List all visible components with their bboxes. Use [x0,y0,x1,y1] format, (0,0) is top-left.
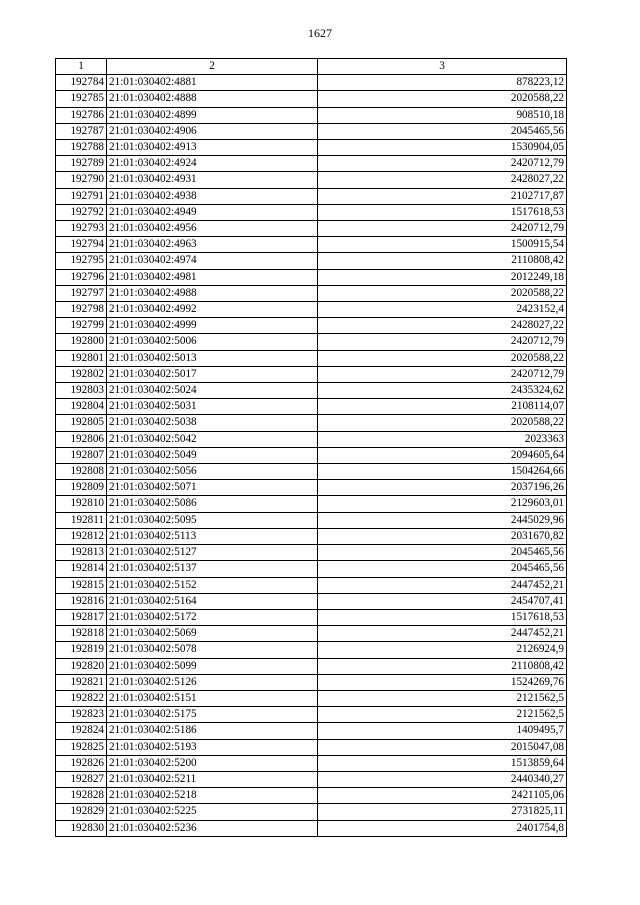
cadastral-number-cell: 21:01:030402:5127 [107,545,318,561]
cadastral-number-cell: 21:01:030402:5013 [107,350,318,366]
value-cell: 2031670,82 [318,528,567,544]
table-row [56,318,567,334]
value-cell: 2020588,22 [318,91,567,107]
value-cell: 2102717,87 [318,188,567,204]
row-number-cell: 192829 [56,804,107,820]
row-number-cell: 192809 [56,480,107,496]
row-number-cell: 192830 [56,820,107,836]
cadastral-number-cell: 21:01:030402:5056 [107,464,318,480]
value-cell: 1513859,64 [318,755,567,771]
cadastral-number-cell: 21:01:030402:4974 [107,253,318,269]
row-number-cell: 192807 [56,447,107,463]
value-cell: 2423152,4 [318,302,567,318]
value-cell: 2110808,42 [318,658,567,674]
row-number-cell: 192826 [56,755,107,771]
table-row [56,496,567,512]
column-header-3: 3 [318,59,567,75]
row-number-cell: 192810 [56,496,107,512]
value-cell: 2108114,07 [318,399,567,415]
row-number-cell: 192820 [56,658,107,674]
row-number-cell: 192799 [56,318,107,334]
value-cell: 908510,18 [318,107,567,123]
row-number-cell: 192811 [56,512,107,528]
cadastral-number-cell: 21:01:030402:4981 [107,269,318,285]
page-number: 1627 [308,26,332,40]
row-number-cell: 192787 [56,123,107,139]
cadastral-number-cell: 21:01:030402:5078 [107,642,318,658]
cadastral-number-cell: 21:01:030402:4899 [107,107,318,123]
cadastral-number-cell: 21:01:030402:4931 [107,172,318,188]
cadastral-number-cell: 21:01:030402:4999 [107,318,318,334]
table-row [56,545,567,561]
table-body [56,75,567,837]
cadastral-number-cell: 21:01:030402:5211 [107,771,318,787]
value-cell: 2121562,5 [318,707,567,723]
value-cell: 2045465,56 [318,561,567,577]
table-row [56,399,567,415]
row-number-cell: 192789 [56,156,107,172]
row-number-cell: 192825 [56,739,107,755]
cadastral-number-cell: 21:01:030402:4956 [107,221,318,237]
table-row [56,156,567,172]
row-number-cell: 192815 [56,577,107,593]
cadastral-number-cell: 21:01:030402:4906 [107,123,318,139]
value-cell: 2015047,08 [318,739,567,755]
table-row [56,188,567,204]
row-number-cell: 192806 [56,431,107,447]
table-row [56,237,567,253]
value-cell: 2420712,79 [318,366,567,382]
row-number-cell: 192800 [56,334,107,350]
table-row [56,642,567,658]
data-table [55,58,567,837]
row-number-cell: 192803 [56,383,107,399]
table-row [56,204,567,220]
value-cell: 1524269,76 [318,674,567,690]
value-cell: 2428027,22 [318,172,567,188]
value-cell: 2094605,64 [318,447,567,463]
table-row [56,140,567,156]
row-number-cell: 192801 [56,350,107,366]
row-number-cell: 192808 [56,464,107,480]
value-cell: 1530904,05 [318,140,567,156]
cadastral-number-cell: 21:01:030402:5017 [107,366,318,382]
table-row [56,788,567,804]
cadastral-number-cell: 21:01:030402:4949 [107,204,318,220]
table-row [56,820,567,836]
row-number-cell: 192814 [56,561,107,577]
cadastral-number-cell: 21:01:030402:5172 [107,609,318,625]
value-cell: 2420712,79 [318,221,567,237]
row-number-cell: 192797 [56,285,107,301]
cadastral-number-cell: 21:01:030402:5099 [107,658,318,674]
table-row [56,123,567,139]
row-number-cell: 192827 [56,771,107,787]
row-number-cell: 192819 [56,642,107,658]
row-number-cell: 192792 [56,204,107,220]
table-row [56,285,567,301]
row-number-cell: 192793 [56,221,107,237]
table-row [56,464,567,480]
value-cell: 2110808,42 [318,253,567,269]
value-cell: 2126924,9 [318,642,567,658]
value-cell: 2440340,27 [318,771,567,787]
table-row [56,383,567,399]
cadastral-number-cell: 21:01:030402:5024 [107,383,318,399]
row-number-cell: 192821 [56,674,107,690]
row-number-cell: 192785 [56,91,107,107]
row-number-cell: 192817 [56,609,107,625]
value-cell: 2401754,8 [318,820,567,836]
value-cell: 2023363 [318,431,567,447]
cadastral-number-cell: 21:01:030402:5113 [107,528,318,544]
cadastral-number-cell: 21:01:030402:5175 [107,707,318,723]
cadastral-number-cell: 21:01:030402:5031 [107,399,318,415]
row-number-cell: 192791 [56,188,107,204]
table-row [56,658,567,674]
row-number-cell: 192818 [56,626,107,642]
cadastral-number-cell: 21:01:030402:5218 [107,788,318,804]
table-row [56,253,567,269]
table-row [56,512,567,528]
row-number-cell: 192804 [56,399,107,415]
cadastral-number-cell: 21:01:030402:5038 [107,415,318,431]
value-cell: 2020588,22 [318,285,567,301]
cadastral-number-cell: 21:01:030402:5086 [107,496,318,512]
cadastral-number-cell: 21:01:030402:5137 [107,561,318,577]
value-cell: 1500915,54 [318,237,567,253]
value-cell: 2020588,22 [318,350,567,366]
table-row [56,561,567,577]
table-row [56,674,567,690]
table-row [56,771,567,787]
value-cell: 1504264,66 [318,464,567,480]
cadastral-number-cell: 21:01:030402:5095 [107,512,318,528]
value-cell: 2447452,21 [318,577,567,593]
table-row [56,366,567,382]
row-number-cell: 192784 [56,75,107,91]
cadastral-number-cell: 21:01:030402:5193 [107,739,318,755]
cadastral-number-cell: 21:01:030402:4988 [107,285,318,301]
cadastral-number-cell: 21:01:030402:5164 [107,593,318,609]
row-number-cell: 192813 [56,545,107,561]
value-cell: 2037196,26 [318,480,567,496]
row-number-cell: 192822 [56,690,107,706]
row-number-cell: 192788 [56,140,107,156]
value-cell: 2129603,01 [318,496,567,512]
value-cell: 2420712,79 [318,156,567,172]
table-row [56,350,567,366]
row-number-cell: 192790 [56,172,107,188]
value-cell: 2020588,22 [318,415,567,431]
cadastral-number-cell: 21:01:030402:4881 [107,75,318,91]
cadastral-number-cell: 21:01:030402:5049 [107,447,318,463]
cadastral-number-cell: 21:01:030402:5152 [107,577,318,593]
table-row [56,415,567,431]
value-cell: 2121562,5 [318,690,567,706]
cadastral-number-cell: 21:01:030402:4888 [107,91,318,107]
row-number-cell: 192796 [56,269,107,285]
value-cell: 2421105,06 [318,788,567,804]
cadastral-number-cell: 21:01:030402:4913 [107,140,318,156]
table-row [56,107,567,123]
table-row [56,723,567,739]
row-number-cell: 192812 [56,528,107,544]
column-header-2: 2 [107,59,318,75]
value-cell: 2435324,62 [318,383,567,399]
cadastral-number-cell: 21:01:030402:5126 [107,674,318,690]
value-cell: 2428027,22 [318,318,567,334]
value-cell: 2731825,11 [318,804,567,820]
value-cell: 1517618,53 [318,204,567,220]
cadastral-number-cell: 21:01:030402:4938 [107,188,318,204]
table-row [56,690,567,706]
table-row [56,447,567,463]
cadastral-number-cell: 21:01:030402:5186 [107,723,318,739]
cadastral-number-cell: 21:01:030402:5069 [107,626,318,642]
value-cell: 2045465,56 [318,123,567,139]
table-row [56,739,567,755]
value-cell: 2445029,96 [318,512,567,528]
cadastral-number-cell: 21:01:030402:5151 [107,690,318,706]
cadastral-number-cell: 21:01:030402:5042 [107,431,318,447]
table-row [56,302,567,318]
row-number-cell: 192795 [56,253,107,269]
table-row [56,334,567,350]
row-number-cell: 192798 [56,302,107,318]
cadastral-number-cell: 21:01:030402:5225 [107,804,318,820]
table-row [56,172,567,188]
table-row [56,707,567,723]
cadastral-number-cell: 21:01:030402:5006 [107,334,318,350]
column-header-1: 1 [56,59,107,75]
value-cell: 878223,12 [318,75,567,91]
table-row [56,755,567,771]
row-number-cell: 192828 [56,788,107,804]
cadastral-number-cell: 21:01:030402:5236 [107,820,318,836]
row-number-cell: 192794 [56,237,107,253]
value-cell: 1409495,7 [318,723,567,739]
row-number-cell: 192824 [56,723,107,739]
table-row [56,269,567,285]
header-row [56,59,567,75]
table-row [56,221,567,237]
table-row [56,91,567,107]
row-number-cell: 192805 [56,415,107,431]
table-row [56,626,567,642]
table-row [56,609,567,625]
value-cell: 2012249,18 [318,269,567,285]
table-row [56,431,567,447]
cadastral-number-cell: 21:01:030402:4924 [107,156,318,172]
cadastral-number-cell: 21:01:030402:5071 [107,480,318,496]
table-row [56,593,567,609]
cadastral-number-cell: 21:01:030402:4963 [107,237,318,253]
cadastral-number-cell: 21:01:030402:4992 [107,302,318,318]
table-row [56,528,567,544]
table-row [56,577,567,593]
table-row [56,75,567,91]
row-number-cell: 192823 [56,707,107,723]
value-cell: 2045465,56 [318,545,567,561]
value-cell: 1517618,53 [318,609,567,625]
row-number-cell: 192786 [56,107,107,123]
row-number-cell: 192816 [56,593,107,609]
value-cell: 2454707,41 [318,593,567,609]
table-header [56,59,567,75]
value-cell: 2420712,79 [318,334,567,350]
row-number-cell: 192802 [56,366,107,382]
table-row [56,804,567,820]
cadastral-number-cell: 21:01:030402:5200 [107,755,318,771]
table-row [56,480,567,496]
value-cell: 2447452,21 [318,626,567,642]
